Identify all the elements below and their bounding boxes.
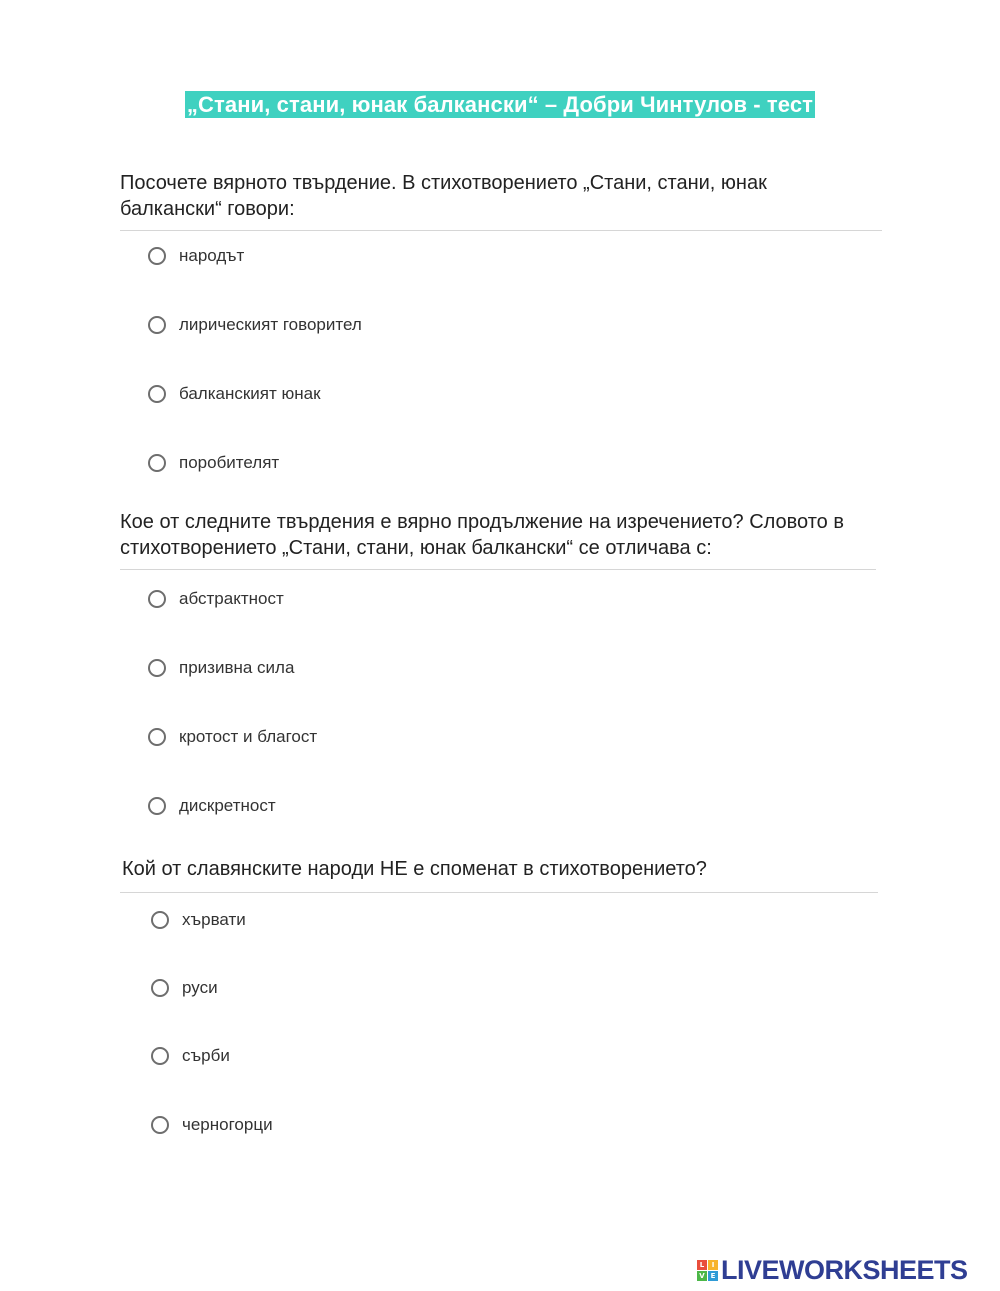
question-1-text: Посочете вярното твърдение. В стихотворението „Стани, стани, юнак балкански“ говори: xyxy=(120,172,767,220)
option-label: сърби xyxy=(182,1046,230,1065)
logo-blocks-icon xyxy=(697,1260,718,1281)
question-3-divider xyxy=(120,892,878,893)
question-2-option-3[interactable] xyxy=(148,724,317,750)
question-2-divider xyxy=(120,569,876,570)
option-label: народът xyxy=(179,246,245,265)
option-label: балканският юнак xyxy=(179,384,321,403)
radio-button[interactable] xyxy=(148,247,166,265)
option-label: руси xyxy=(182,978,218,997)
question-1-option-2[interactable] xyxy=(148,312,362,338)
question-3-option-2[interactable] xyxy=(151,975,218,1001)
option-label: дискретност xyxy=(179,796,276,815)
radio-button[interactable] xyxy=(148,728,166,746)
question-2-option-4[interactable] xyxy=(148,793,276,819)
question-3-option-1[interactable] xyxy=(151,907,246,933)
radio-button[interactable] xyxy=(151,1116,169,1134)
option-label: черногорци xyxy=(182,1115,273,1134)
question-3-option-3[interactable] xyxy=(151,1043,230,1069)
question-2-option-1[interactable] xyxy=(148,586,284,612)
radio-button[interactable] xyxy=(148,797,166,815)
liveworksheets-logo xyxy=(697,1255,968,1285)
question-2-option-2[interactable] xyxy=(148,655,294,681)
logo-block-l: L xyxy=(697,1260,707,1270)
radio-button[interactable] xyxy=(151,979,169,997)
logo-block-v: V xyxy=(697,1271,707,1281)
question-3-text: Кой от славянските народи НЕ е споменат в стихотворението? xyxy=(122,858,707,880)
radio-button[interactable] xyxy=(151,1047,169,1065)
option-label: абстрактност xyxy=(179,589,284,608)
question-1-divider xyxy=(120,230,882,231)
question-1-option-1[interactable] xyxy=(148,243,244,269)
question-3-option-4[interactable] xyxy=(151,1112,273,1138)
radio-button[interactable] xyxy=(148,316,166,334)
question-1-option-3[interactable] xyxy=(148,381,321,407)
option-label: кротост и благост xyxy=(179,727,318,746)
logo-block-i: I xyxy=(708,1260,718,1270)
radio-button[interactable] xyxy=(148,454,166,472)
option-label: призивна сила xyxy=(179,658,295,677)
radio-button[interactable] xyxy=(148,659,166,677)
radio-button[interactable] xyxy=(148,385,166,403)
worksheet-title xyxy=(0,83,1000,120)
option-label: хървати xyxy=(182,910,246,929)
radio-button[interactable] xyxy=(151,911,169,929)
radio-button[interactable] xyxy=(148,590,166,608)
logo-text: LIVEWORKSHEETS xyxy=(721,1254,968,1285)
question-1-option-4[interactable] xyxy=(148,450,279,476)
title-text: „Стани, стани, юнак балкански“ – Добри Чинтулов - тест xyxy=(186,92,814,117)
option-label: лирическият говорител xyxy=(179,315,362,334)
question-2-text: Кое от следните твърдения е вярно продължение на изречението? Словото в стихотворението „Стани, стани, юнак балкански“ се отличава с: xyxy=(120,511,844,559)
logo-block-e: E xyxy=(708,1271,718,1281)
option-label: поробителят xyxy=(179,453,280,472)
